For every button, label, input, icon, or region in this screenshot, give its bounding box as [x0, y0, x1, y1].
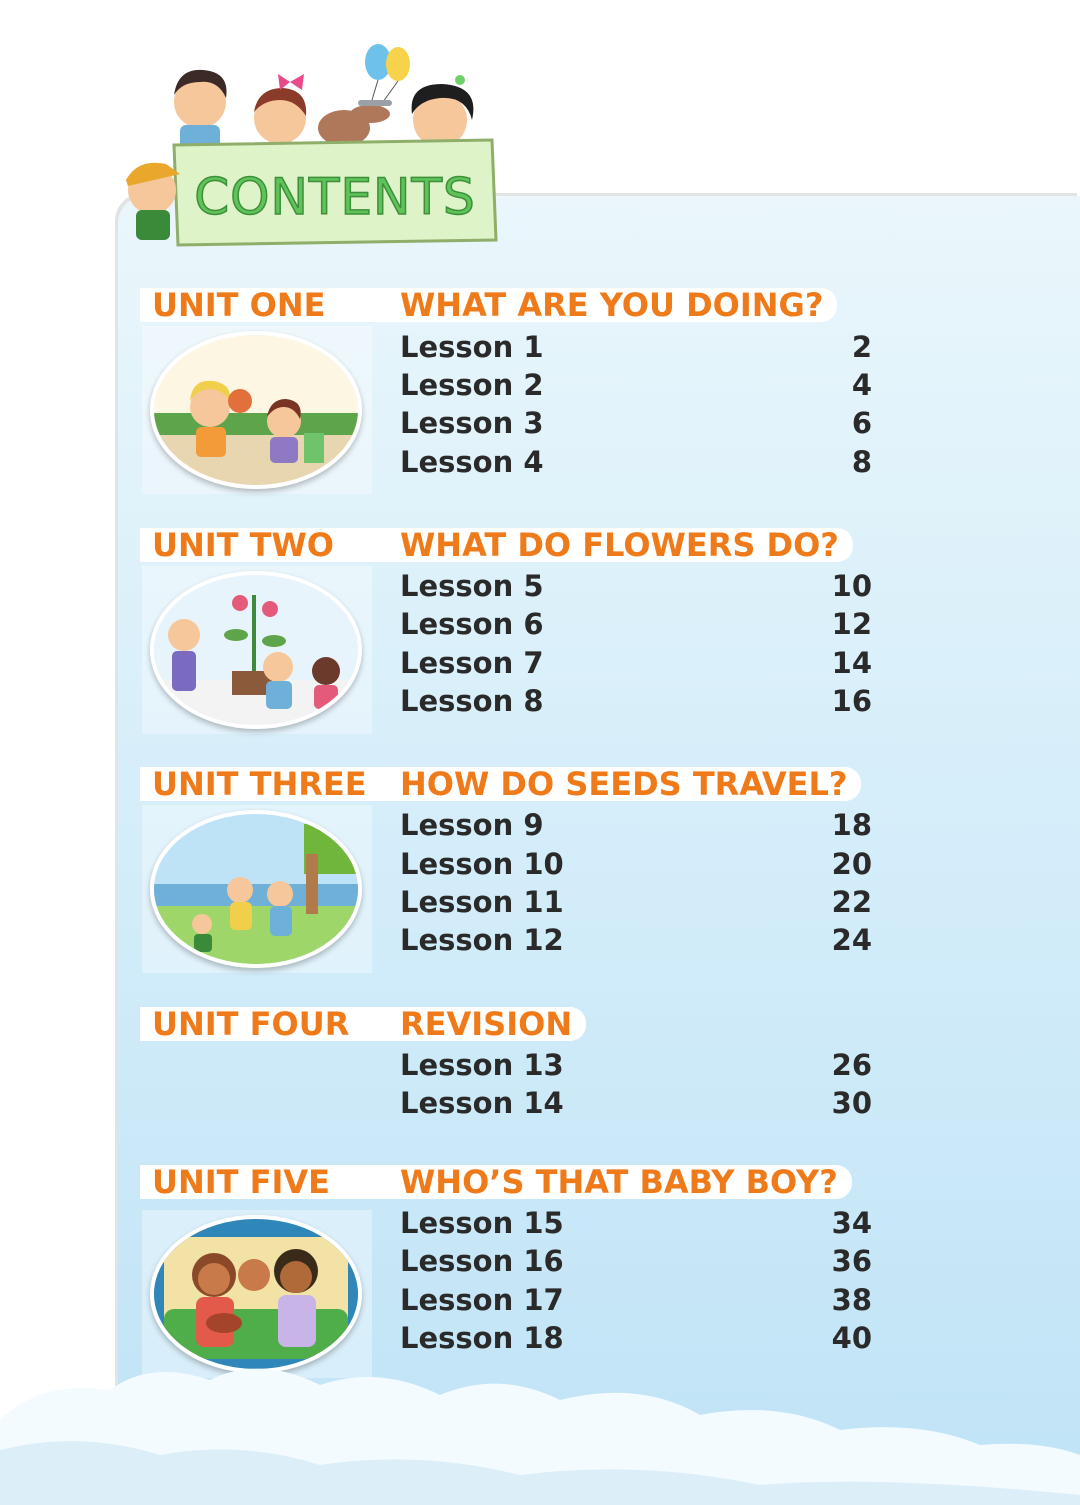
lesson-row [400, 406, 872, 444]
lesson-name: Lesson 8 [400, 684, 544, 718]
lesson-page-number: 34 [831, 1206, 872, 1240]
unit-one-label: UNIT ONE [140, 288, 325, 322]
lesson-name: Lesson 10 [400, 847, 564, 881]
children-in-meadow-illustration [150, 810, 362, 968]
lesson-row [400, 885, 872, 923]
lesson-row [400, 847, 872, 885]
lesson-page-number: 26 [831, 1048, 872, 1082]
unit-four-title: REVISION [390, 1007, 586, 1041]
lesson-row [400, 923, 872, 961]
lesson-name: Lesson 16 [400, 1244, 564, 1278]
lesson-name: Lesson 5 [400, 569, 544, 603]
unit-three-picture-box [142, 805, 372, 973]
lesson-page-number: 10 [831, 569, 872, 603]
unit-three-title: HOW DO SEEDS TRAVEL? [390, 767, 861, 801]
lesson-row [400, 1086, 872, 1124]
children-with-flowering-plant-illustration [150, 571, 362, 729]
lesson-page-number: 14 [831, 646, 872, 680]
lesson-page-number: 18 [831, 808, 872, 842]
family-with-baby-illustration [150, 1215, 362, 1373]
unit-one-title: WHAT ARE YOU DOING? [390, 288, 837, 322]
contents-title: CONTENTS [194, 168, 476, 226]
lesson-name: Lesson 17 [400, 1283, 564, 1317]
lesson-page-number: 24 [831, 923, 872, 957]
clouds-decoration [0, 1360, 1080, 1505]
unit-two-title: WHAT DO FLOWERS DO? [390, 528, 853, 562]
lesson-row [400, 646, 872, 684]
unit-three-label: UNIT THREE [140, 767, 367, 801]
lesson-name: Lesson 15 [400, 1206, 564, 1240]
lesson-row [400, 368, 872, 406]
unit-five-label: UNIT FIVE [140, 1165, 330, 1199]
lesson-name: Lesson 13 [400, 1048, 564, 1082]
lesson-name: Lesson 3 [400, 406, 544, 440]
lesson-page-number: 30 [831, 1086, 872, 1120]
unit-five-title: WHO’S THAT BABY BOY? [390, 1165, 852, 1199]
lesson-page-number: 36 [831, 1244, 872, 1278]
unit-four-label: UNIT FOUR [140, 1007, 349, 1041]
lesson-row [400, 1244, 872, 1282]
lesson-name: Lesson 1 [400, 330, 544, 364]
lesson-name: Lesson 6 [400, 607, 544, 641]
unit-one-picture-box [142, 326, 372, 494]
lesson-row [400, 1321, 872, 1359]
lesson-row [400, 684, 872, 722]
lesson-row [400, 1283, 872, 1321]
lesson-row [400, 1206, 872, 1244]
lesson-row [400, 445, 872, 483]
lesson-page-number: 22 [831, 885, 872, 919]
lesson-name: Lesson 14 [400, 1086, 564, 1120]
lesson-page-number: 6 [851, 406, 872, 440]
lesson-row [400, 808, 872, 846]
lesson-row [400, 569, 872, 607]
lesson-name: Lesson 18 [400, 1321, 564, 1355]
lesson-page-number: 8 [851, 445, 872, 479]
lesson-name: Lesson 7 [400, 646, 544, 680]
lesson-page-number: 16 [831, 684, 872, 718]
lesson-page-number: 38 [831, 1283, 872, 1317]
unit-two-picture-box [142, 566, 372, 734]
unit-two-label: UNIT TWO [140, 528, 334, 562]
lesson-name: Lesson 9 [400, 808, 544, 842]
lesson-row [400, 1048, 872, 1086]
lesson-page-number: 2 [851, 330, 872, 364]
lesson-row [400, 330, 872, 368]
lesson-name: Lesson 4 [400, 445, 544, 479]
lesson-page-number: 12 [831, 607, 872, 641]
lesson-page-number: 4 [851, 368, 872, 402]
children-playing-ball-illustration [150, 331, 362, 489]
lesson-name: Lesson 2 [400, 368, 544, 402]
lesson-name: Lesson 11 [400, 885, 564, 919]
unit-five-picture-box [142, 1210, 372, 1378]
lesson-row [400, 607, 872, 645]
lesson-page-number: 40 [831, 1321, 872, 1355]
lesson-name: Lesson 12 [400, 923, 564, 957]
lesson-page-number: 20 [831, 847, 872, 881]
